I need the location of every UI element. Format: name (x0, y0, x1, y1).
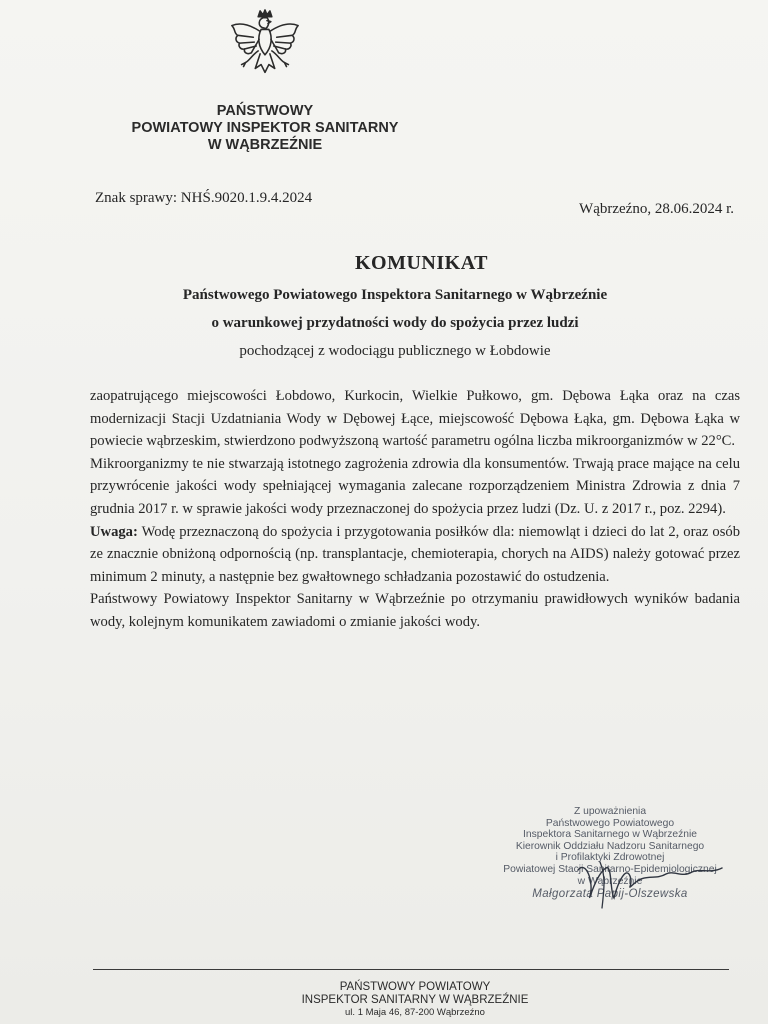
document-title: KOMUNIKAT (354, 252, 488, 274)
paragraph-4: Państwowy Powiatowy Inspektor Sanitarny w Wąbrzeźnie po otrzymaniu prawidłowych wyników badania wody, kolejnym komunikatem zawiadomi o zmianie jakości wody. (90, 591, 740, 630)
office-line-1: PAŃSTWOWY (216, 103, 314, 119)
document-date: Wąbrzeźno, 28.06.2024 r. (579, 201, 734, 217)
polish-eagle-emblem-icon (226, 8, 304, 86)
stamp-line-2: Państwowego Powiatowego (545, 817, 675, 829)
stamp-line-4: Kierownik Oddziału Nadzoru Sanitarnego (515, 840, 705, 852)
stamp-line-3: Inspektora Sanitarnego w Wąbrzeźnie (523, 829, 697, 841)
footer-line-1: PAŃSTWOWY POWIATOWY (339, 981, 491, 993)
office-header (100, 103, 430, 154)
paragraph-2: Mikroorganizmy te nie stwarzają istotnego zagrożenia zdrowia dla konsumentów. Trwają prace mające na celu przywrócenie jakości wody spełniającej wymagania zalecane rozporządzeniem Ministra Zdrowia z dnia 7 grudnia 2017 r. w sprawie jakości wody przeznaczonej do spożycia przez ludzi (Dz. U. z 2017 r., poz. 2294). (90, 455, 740, 517)
case-number: Znak sprawy: NHŚ.9020.1.9.4.2024 (95, 190, 313, 206)
footer-line-2: INSPEKTOR SANITARNY W WĄBRZEŹNIE (301, 994, 529, 1006)
warning-text: Wodę przeznaczoną do spożycia i przygotowania posiłków dla: niemowląt i dzieci do lat 2, oraz osób ze znacznie obniżoną odpornością (np. transplantacje, chemioterapia, chorych na AIDS) należy gotować przez minimum 2 minuty, a następnie bez gwałtownego schładzania pozostawić do ostudzenia. (90, 523, 740, 585)
signatory-name: Małgorzata Papij-Olszewska (532, 888, 688, 901)
stamp-line-7: w Wąbrzeźnie (577, 875, 643, 887)
footer (230, 981, 600, 1018)
footer-divider (93, 969, 729, 970)
warning-label: Uwaga: (90, 523, 138, 540)
paragraph-1: zaopatrującego miejscowości Łobdowo, Kurkocin, Wielkie Pułkowo, gm. Dębowa Łąka oraz na czas modernizacji Stacji Uzdatniania Wody w Dębowej Łące, miejscowość Dębowa Łąka, gm. Dębowa Łąka w powiecie wąbrzeskim, stwierdzono podwyższoną wartość parametru ogólna liczba mikroorganizmów w 22°C. (90, 388, 740, 450)
subtitle-line-3: pochodzącej z wodociągu publicznego w Łobdowie (239, 343, 551, 359)
office-line-2: POWIATOWY INSPEKTOR SANITARNY (131, 120, 399, 136)
handwritten-signature-icon (560, 852, 730, 912)
footer-line-3: ul. 1 Maja 46, 87-200 Wąbrzeźno (345, 1007, 485, 1018)
paragraph-3 (90, 521, 740, 589)
subtitle-line-1: Państwowego Powiatowego Inspektora Sanitarnego w Wąbrzeźnie (182, 287, 608, 303)
stamp-line-1: Z upoważnienia (573, 806, 647, 817)
stamp-line-5: i Profilaktyki Zdrowotnej (555, 852, 665, 864)
subtitle-line-2: o warunkowej przydatności wody do spożycia przez ludzi (211, 315, 579, 331)
office-line-3: W WĄBRZEŹNIE (207, 137, 323, 153)
stamp-line-6: Powiatowej Stacji Sanitarno-Epidemiologicznej (503, 863, 717, 875)
announcement-body (90, 385, 740, 634)
